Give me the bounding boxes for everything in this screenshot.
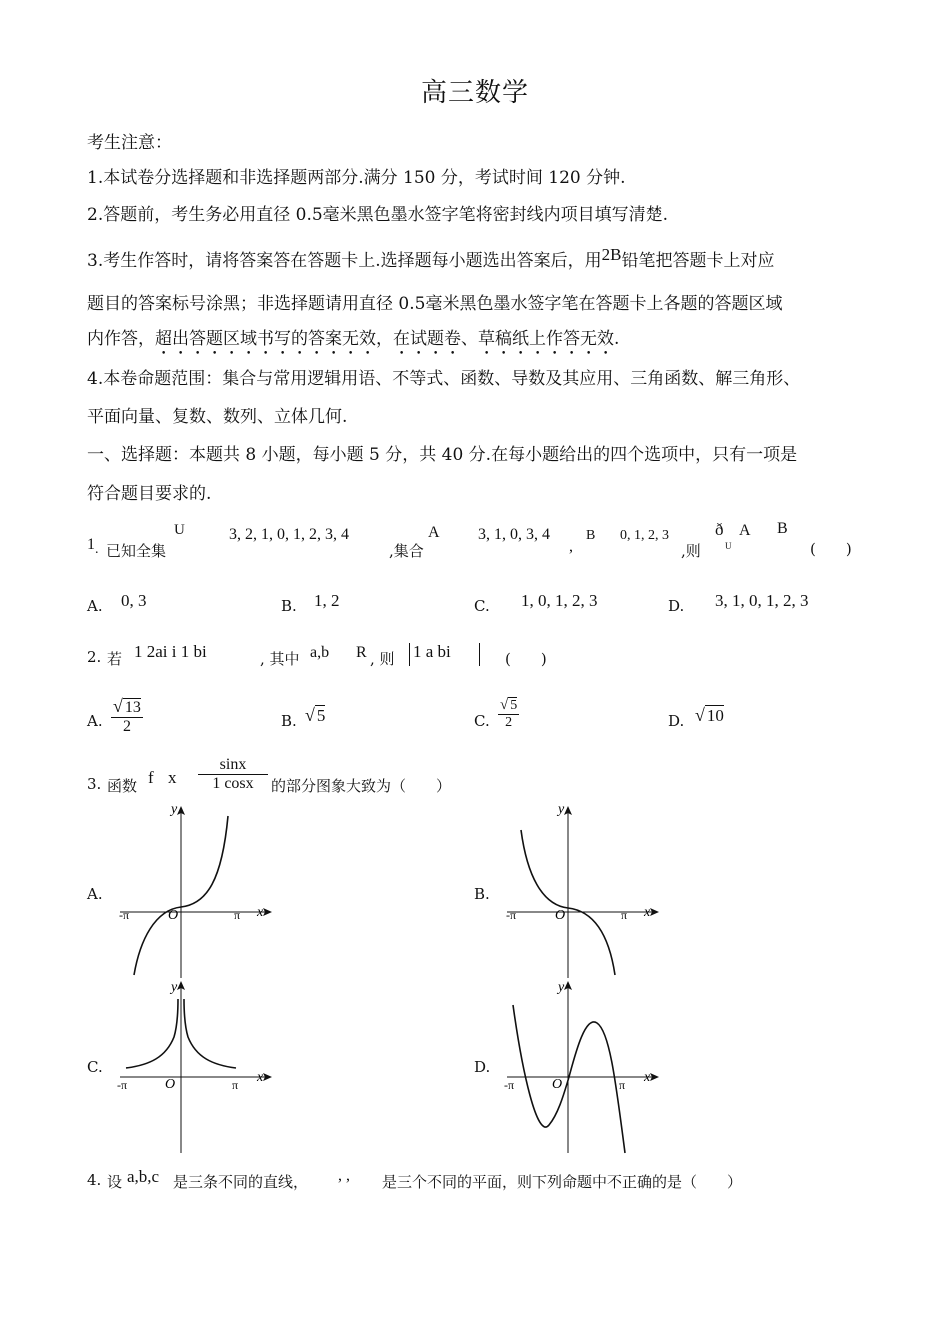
- graph-d-origin: O: [552, 1077, 563, 1092]
- graph-d-x-label: x: [644, 1070, 651, 1085]
- q2-option-d-radicand: 10: [706, 706, 724, 725]
- graph-c-neg-pi: -π: [117, 1078, 128, 1092]
- q2-option-a-fraction: $\frac{√ 13}{2}$: [113, 696, 141, 735]
- notice-item-4-line-1: 4.本卷命题范围：集合与常用逻辑用语、不等式、函数、导数及其应用、三角函数、解三角形、: [87, 369, 801, 389]
- q2-text-c: , 则: [370, 650, 395, 668]
- graph-c-curve-right: [184, 999, 236, 1068]
- q1-answer-paren: ( ): [810, 540, 852, 558]
- q1-set-a: 3, 1, 0, 3, 4: [478, 526, 550, 543]
- q2-option-b-value: √ 5: [305, 705, 326, 725]
- notice-item-4-line-2: 平面向量、复数、数列、立体几何.: [87, 407, 348, 427]
- notice-item-3-line-2: 题目的答案标号涂黑；非选择题请用直径 0.5毫米黑色墨水签字笔在答题卡上各题的答题区域: [87, 294, 783, 314]
- graph-d-curve: [513, 1005, 625, 1153]
- q2-answer-paren: ( ): [505, 650, 547, 668]
- graph-b-origin: O: [555, 908, 566, 923]
- graph-d-neg-pi: -π: [504, 1078, 515, 1092]
- graph-a-origin: O: [168, 908, 179, 923]
- q3-numerator: sinx: [198, 756, 268, 775]
- q1-dot: .: [95, 542, 99, 557]
- graph-d-y-label: y: [558, 980, 565, 995]
- abs-bar-right: [479, 643, 480, 666]
- q2-abs-expression: 1 a bi: [413, 642, 451, 661]
- q4-planes: , ,: [338, 1167, 350, 1184]
- q1-option-a-label: A.: [87, 597, 103, 615]
- notice-item-3-line-3: [87, 324, 619, 359]
- graph-c: [110, 975, 280, 1155]
- notice-item-3-line-3-a: 内作答，: [87, 329, 155, 349]
- graph-d-pi: π: [619, 1078, 626, 1092]
- q3-x: x: [168, 768, 177, 787]
- q4-number: 4.: [87, 1171, 102, 1189]
- q2-ab: a,b: [310, 644, 330, 661]
- q2-option-c-label: C.: [474, 712, 490, 730]
- q2-option-b-label: B.: [281, 712, 297, 730]
- q1-text-c: ,则: [681, 542, 701, 560]
- q2-expression: 1 2ai i 1 bi: [134, 642, 207, 661]
- graph-c-pi: π: [232, 1078, 239, 1092]
- emphasized-warning: 超出答题区域书写的答案无效，在试题卷、草稿纸上作答无效: [155, 329, 614, 349]
- graph-c-origin: O: [165, 1077, 176, 1092]
- q1-option-b-value: 1, 2: [314, 591, 340, 610]
- q1-option-d-label: D.: [668, 597, 685, 615]
- q3-option-a-label: A.: [87, 885, 103, 903]
- q1-option-b-label: B.: [281, 597, 297, 615]
- q1-option-c-value: 1, 0, 1, 2, 3: [521, 591, 598, 610]
- q1-complement: ð: [715, 520, 724, 539]
- q2-option-a-denominator: 2: [122, 718, 131, 735]
- notice-item-1: 1.本试卷分选择题和非选择题两部分.满分 150 分，考试时间 120 分钟.: [87, 168, 626, 188]
- notice-item-3-text: 3.考生作答时，请将答案答在答题卡上.选择题每小题选出答案后，用: [87, 251, 602, 271]
- q4-lines: a,b,c: [127, 1167, 160, 1186]
- graph-c-y-label: y: [171, 980, 178, 995]
- pencil-grade: 2B: [601, 245, 622, 264]
- graph-a-x-label: x: [257, 905, 264, 920]
- q3-text-b: 的部分图象大致为（ ）: [271, 777, 452, 795]
- q3-f: f: [148, 768, 154, 787]
- graph-a-neg-pi: -π: [119, 908, 130, 922]
- q1-symbol-b2: B: [777, 520, 788, 537]
- graph-b-x-label: x: [644, 905, 651, 920]
- section-1-line-2: 符合题目要求的.: [87, 484, 212, 504]
- graph-a-y-label: y: [171, 802, 178, 817]
- q1-set-u: 3, 2, 1, 0, 1, 2, 3, 4: [229, 526, 349, 543]
- page-title: 高三数学: [420, 78, 529, 108]
- notice-heading: 考生注意：: [87, 133, 172, 153]
- notice-item-3-line-1: [87, 246, 774, 271]
- q1-comma: ,: [569, 538, 573, 555]
- notice-item-3-text-end: 铅笔把答题卡上对应: [621, 251, 775, 271]
- graph-c-x-label: x: [257, 1070, 264, 1085]
- q1-set-b: 0, 1, 2, 3: [620, 528, 669, 543]
- abs-bar-left: [409, 643, 410, 666]
- q1-text-a: 已知全集: [106, 542, 167, 560]
- graph-c-curve-left: [126, 999, 178, 1068]
- graph-b-y-label: y: [558, 802, 565, 817]
- q1-option-d-value: 3, 1, 0, 1, 2, 3: [715, 591, 809, 610]
- notice-item-2: 2.答题前，考生务必用直径 0.5毫米黑色墨水签字笔将密封线内项目填写清楚.: [87, 205, 669, 225]
- q1-symbol-u: U: [174, 522, 185, 538]
- q2-option-a-radicand: 13: [124, 699, 141, 716]
- q2-option-d-value: √ 10: [695, 705, 724, 725]
- q1-symbol-a2: A: [739, 522, 751, 539]
- q2-text-b: , 其中: [260, 650, 300, 668]
- q1-text-b: ,集合: [389, 542, 424, 560]
- q3-text-a: 函数: [107, 777, 138, 795]
- q1-number: 1: [87, 536, 95, 553]
- q1-option-c-label: C.: [474, 597, 490, 615]
- q2-option-c-radicand: 5: [510, 698, 518, 713]
- q2-option-a-label: A.: [87, 712, 103, 730]
- q3-denominator: 1 cosx: [212, 775, 254, 792]
- graph-b-pi: π: [621, 908, 628, 922]
- q2-option-c-fraction: $\frac{√ 5}{2}$: [500, 697, 518, 730]
- q3-fraction: [198, 756, 268, 793]
- q2-number: 2.: [87, 648, 102, 666]
- q1-symbol-b: B: [586, 528, 596, 543]
- q1-option-a-value: 0, 3: [121, 591, 147, 610]
- notice-item-3-line-3-c: .: [614, 329, 620, 349]
- q2-option-b-radicand: 5: [316, 706, 326, 725]
- graph-d: [497, 975, 667, 1155]
- q2-text-a: 若: [107, 650, 123, 668]
- q4-text-c: 是三个不同的平面，则下列命题中不正确的是（ ）: [382, 1173, 743, 1191]
- q2-option-c-denominator: 2: [505, 715, 513, 730]
- q4-text-b: 是三条不同的直线，: [173, 1173, 309, 1191]
- section-1-line-1: 一、选择题：本题共 8 小题，每小题 5 分，共 40 分.在每小题给出的四个选项中，只有一项是: [87, 445, 798, 465]
- graph-a-pi: π: [234, 908, 241, 922]
- q2-real-set: R: [356, 644, 367, 661]
- q3-option-b-label: B.: [474, 885, 490, 903]
- q3-option-d-label: D.: [474, 1058, 491, 1076]
- q2-option-d-label: D.: [668, 712, 685, 730]
- q4-text-a: 设: [107, 1173, 123, 1191]
- q1-sub-u: U: [725, 541, 732, 551]
- graph-a: [110, 800, 280, 980]
- q1-symbol-a: A: [428, 524, 440, 541]
- q3-option-c-label: C.: [87, 1058, 103, 1076]
- graph-b: [497, 800, 667, 980]
- graph-b-neg-pi: -π: [506, 908, 517, 922]
- q3-number: 3.: [87, 775, 102, 793]
